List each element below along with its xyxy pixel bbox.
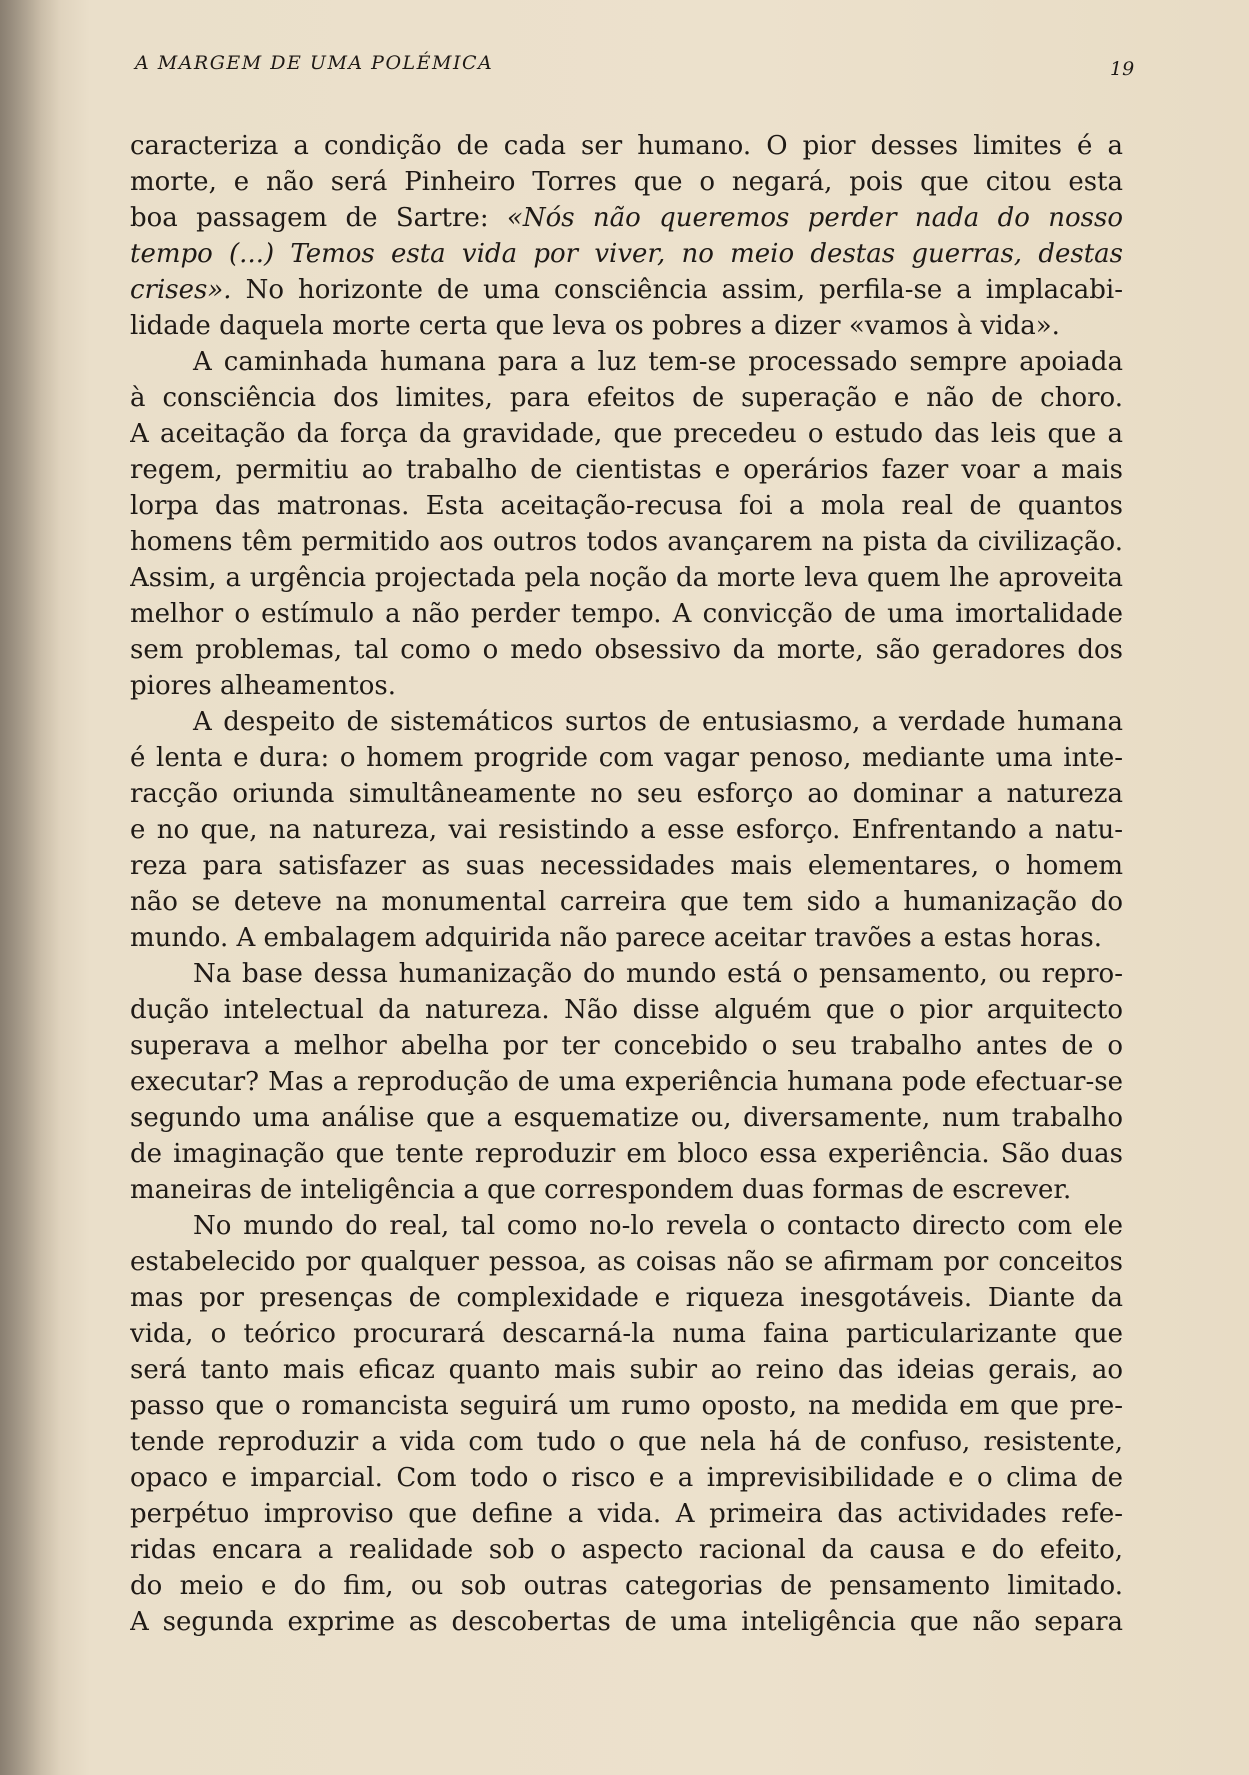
quote-italic: crises». [130,275,232,305]
text-line: caracteriza a condição de cada ser humano. O pior desses limites é a [130,131,1123,161]
binding-gutter-shadow [0,0,60,1775]
text-line: melhor o estímulo a não perder tempo. A convicção de uma imortalidade [130,599,1123,629]
text-line: A segunda exprime as descobertas de uma inteligência que não separa [130,1607,1123,1637]
text-line: Assim, a urgência projectada pela noção da morte leva quem lhe aproveita [130,563,1123,593]
running-head-title: A MARGEM DE UMA POLÉMICA [135,52,494,74]
text-line: lidade daquela morte certa que leva os pobres a dizer «vamos à vida». [130,311,1060,341]
page-number: 19 [1110,58,1135,80]
text-line: mas por presenças de complexidade e riqueza inesgotáveis. Diante da [130,1283,1123,1313]
text-line: mundo. A embalagem adquirida não parece aceitar travões a estas horas. [130,923,1102,953]
text-line: sem problemas, tal como o medo obsessivo da morte, são geradores dos [130,635,1123,665]
text-line [130,236,1123,272]
text-line [130,200,1123,236]
text-line: passo que o romancista seguirá um rumo oposto, na medida em que pre- [130,1391,1123,1421]
text-line: No mundo do real, tal como no-lo revela o contacto directo com ele [193,1211,1123,1241]
text-line: opaco e imparcial. Com todo o risco e a imprevisibilidade e o clima de [130,1463,1123,1493]
text-line: A caminhada humana para a luz tem-se processado sempre apoiada [193,347,1123,377]
text-line: executar? Mas a reprodução de uma experiência humana pode efectuar-se [130,1067,1123,1097]
text-line: tende reproduzir a vida com tudo o que nela há de confuso, resistente, [130,1427,1123,1457]
text-line: racção oriunda simultâneamente no seu esforço ao dominar a natureza [130,779,1123,809]
text-line: piores alheamentos. [130,671,396,701]
text-line: e no que, na natureza, vai resistindo a esse esforço. Enfrentando a natu- [130,815,1123,845]
text-line: reza para satisfazer as suas necessidades mais elementares, o homem [130,851,1123,881]
text-line: dução intelectual da natureza. Não disse alguém que o pior arquitecto [130,995,1123,1025]
text-line: do meio e do fim, ou sob outras categorias de pensamento limitado. [130,1571,1123,1601]
text-line: regem, permitiu ao trabalho de cientistas e operários fazer voar a mais [130,455,1123,485]
text-line: perpétuo improviso que define a vida. A primeira das actividades refe- [130,1499,1123,1529]
text-line [130,272,1123,308]
text-line: segundo uma análise que a esquematize ou, diversamente, num trabalho [130,1103,1123,1133]
quote-italic: «Nós não queremos perder nada do nosso [506,203,1123,233]
text-line: A despeito de sistemáticos surtos de entusiasmo, a verdade humana [193,707,1123,737]
text-line: será tanto mais eficaz quanto mais subir ao reino das ideias gerais, ao [130,1355,1123,1385]
quote-italic: tempo (...) Temos esta vida por viver, no meio destas guerras, destas [130,239,1123,269]
text-line: morte, e não será Pinheiro Torres que o negará, pois que citou esta [130,167,1123,197]
text-line: é lenta e dura: o homem progride com vagar penoso, mediante uma inte- [130,743,1123,773]
text-segment: No horizonte de uma consciência assim, perfila-se a implacabi- [231,275,1123,305]
text-line: ridas encara a realidade sob o aspecto racional da causa e do efeito, [130,1535,1123,1565]
text-line: superava a melhor abelha por ter concebido o seu trabalho antes de o [130,1031,1123,1061]
text-line: homens têm permitido aos outros todos avançarem na pista da civilização. [130,527,1123,557]
text-line: de imaginação que tente reproduzir em bloco essa experiência. São duas [130,1139,1123,1169]
text-segment: boa passagem de Sartre: [130,203,507,233]
text-line: lorpa das matronas. Esta aceitação-recusa foi a mola real de quantos [130,491,1123,521]
text-line: A aceitação da força da gravidade, que precedeu o estudo das leis que a [130,419,1123,449]
text-line: não se deteve na monumental carreira que tem sido a humanização do [130,887,1123,917]
text-line: à consciência dos limites, para efeitos de superação e não de choro. [130,383,1123,413]
body-text [130,128,1123,1640]
text-line: Na base dessa humanização do mundo está o pensamento, ou repro- [193,959,1123,989]
text-line: maneiras de inteligência a que correspondem duas formas de escrever. [130,1175,1072,1205]
text-line: vida, o teórico procurará descarná-la numa faina particularizante que [130,1319,1123,1349]
text-line: estabelecido por qualquer pessoa, as coisas não se afirmam por conceitos [130,1247,1123,1277]
